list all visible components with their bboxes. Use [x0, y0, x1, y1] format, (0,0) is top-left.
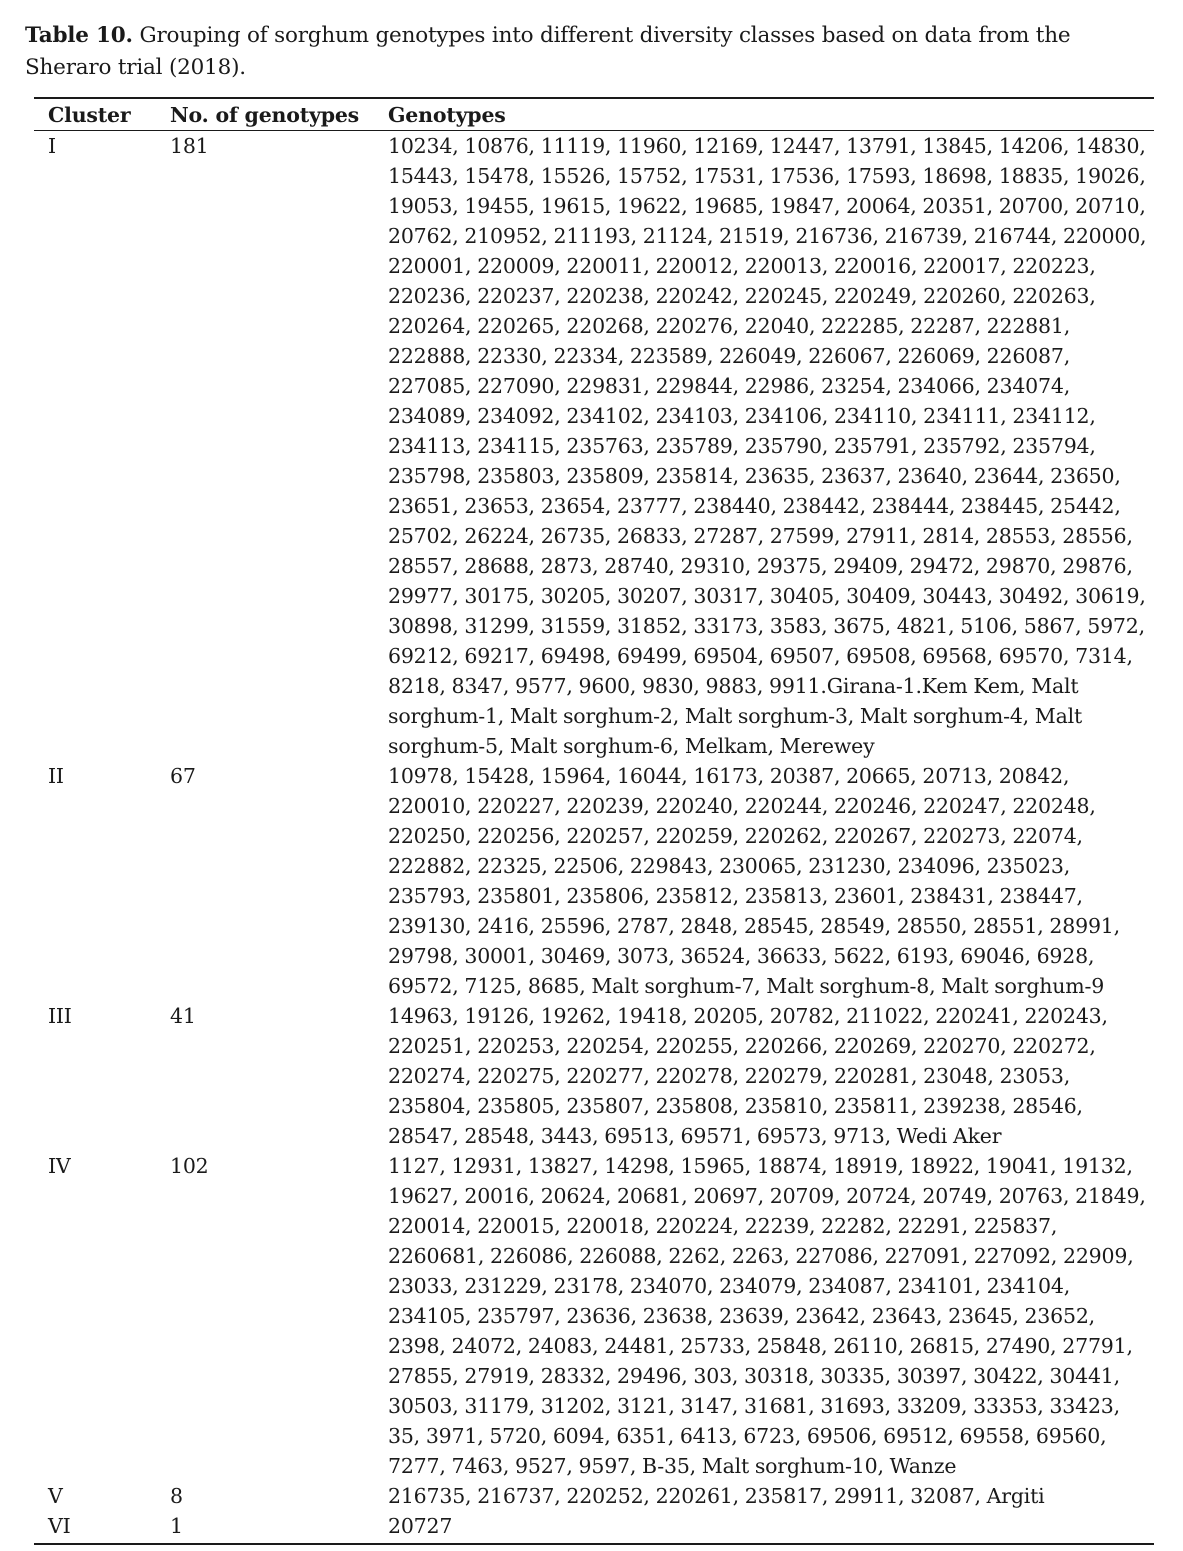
cell-count: 67 [170, 764, 196, 788]
table-caption [25, 20, 1150, 84]
cell-cluster: V [48, 1484, 63, 1508]
table-row [34, 1001, 1154, 1151]
cell-count: 41 [170, 1004, 196, 1028]
table-caption-text: Grouping of sorghum genotypes into different diversity classes based on data from the Sheraro trial (2018). [25, 23, 1071, 80]
cell-genotypes: 10234, 10876, 11119, 11960, 12169, 12447, 13791, 13845, 14206, 14830, 15443, 15478, 15526, 15752, 17531, 17536, 17593, 18698, 18835, 19026, 19053, 19455, 19615, 19622, 19685, 19847, 20064, 20351, 20700, 20710, 20762, 210952, 211193, 21124, 21519, 216736, 216739, 216744, 220000, 220001, 220009, 220011, 220012, 220013, 220016, 220017, 220223, 220236, 220237, 220238, 220242, 220245, 220249, 220260, 220263, 220264, 220265, 220268, 220276, 22040, 222285, 22287, 222881, 222888, 22330, 22334, 223589, 226049, 226067, 226069, 226087, 227085, 227090, 229831, 229844, 22986, 23254, 234066, 234074, 234089, 234092, 234102, 234103, 234106, 234110, 234111, 234112, 234113, 234115, 235763, 235789, 235790, 235791, 235792, 235794, 235798, 235803, 235809, 235814, 23635, 23637, 23640, 23644, 23650, 23651, 23653, 23654, 23777, 238440, 238442, 238444, 238445, 25442, 25702, 26224, 26735, 26833, 27287, 27599, 27911, 2814, 28553, 28556, 28557, 28688, 2873, 28740, 29310, 29375, 29409, 29472, 29870, 29876, 29977, 30175, 30205, 30207, 30317, 30405, 30409, 30443, 30492, 30619, 30898, 31299, 31559, 31852, 33173, 3583, 3675, 4821, 5106, 5867, 5972, 69212, 69217, 69498, 69499, 69504, 69507, 69508, 69568, 69570, 7314, 8218, 8347, 9577, 9600, 9830, 9883, 9911.Girana-1.Kem Kem, Malt sorghum-1, Malt sorghum-2, Malt sorghum-3, Malt sorghum-4, Malt sorghum-5, Malt sorghum-6, Melkam, Merewey [388, 134, 1147, 758]
header-no-of-genotypes: No. of genotypes [170, 98, 388, 131]
cell-cluster: II [48, 764, 64, 788]
table-row [34, 131, 1154, 762]
cell-genotypes: 216735, 216737, 220252, 220261, 235817, 29911, 32087, Argiti [388, 1484, 1045, 1508]
cell-cluster: VI [34, 1511, 170, 1544]
header-genotypes: Genotypes [388, 98, 1154, 131]
cell-count: 8 [170, 1484, 183, 1508]
cell-genotypes: 20727 [388, 1511, 1154, 1544]
header-row [34, 98, 1154, 131]
table-row [34, 1151, 1154, 1481]
table-row [34, 1511, 1154, 1544]
cell-cluster: IV [48, 1154, 71, 1178]
cell-genotypes: 10978, 15428, 15964, 16044, 16173, 20387, 20665, 20713, 20842, 220010, 220227, 220239, 220240, 220244, 220246, 220247, 220248, 220250, 220256, 220257, 220259, 220262, 220267, 220273, 22074, 222882, 22325, 22506, 229843, 230065, 231230, 234096, 235023, 235793, 235801, 235806, 235812, 235813, 23601, 238431, 238447, 239130, 2416, 25596, 2787, 2848, 28545, 28549, 28550, 28551, 28991, 29798, 30001, 30469, 3073, 36524, 36633, 5622, 6193, 69046, 6928, 69572, 7125, 8685, Malt sorghum-7, Malt sorghum-8, Malt sorghum-9 [388, 764, 1120, 998]
cell-count: 1 [170, 1511, 388, 1544]
cell-cluster: III [48, 1004, 72, 1028]
table-row [34, 1481, 1154, 1511]
diversity-cluster-table [34, 97, 1154, 1545]
cell-genotypes: 14963, 19126, 19262, 19418, 20205, 20782, 211022, 220241, 220243, 220251, 220253, 220254, 220255, 220266, 220269, 220270, 220272, 220274, 220275, 220277, 220278, 220279, 220281, 23048, 23053, 235804, 235805, 235807, 235808, 235810, 235811, 239238, 28546, 28547, 28548, 3443, 69513, 69571, 69573, 9713, Wedi Aker [388, 1004, 1108, 1148]
table-caption-label: Table 10. [25, 23, 133, 48]
cell-count: 181 [170, 134, 209, 158]
cell-genotypes: 1127, 12931, 13827, 14298, 15965, 18874, 18919, 18922, 19041, 19132, 19627, 20016, 20624, 20681, 20697, 20709, 20724, 20749, 20763, 21849, 220014, 220015, 220018, 220224, 22239, 22282, 22291, 225837, 2260681, 226086, 226088, 2262, 2263, 227086, 227091, 227092, 22909, 23033, 231229, 23178, 234070, 234079, 234087, 234101, 234104, 234105, 235797, 23636, 23638, 23639, 23642, 23643, 23645, 23652, 2398, 24072, 24083, 24481, 25733, 25848, 26110, 26815, 27490, 27791, 27855, 27919, 28332, 29496, 303, 30318, 30335, 30397, 30422, 30441, 30503, 31179, 31202, 3121, 3147, 31681, 31693, 33209, 33353, 33423, 35, 3971, 5720, 6094, 6351, 6413, 6723, 69506, 69512, 69558, 69560, 7277, 7463, 9527, 9597, B-35, Malt sorghum-10, Wanze [388, 1154, 1146, 1478]
table-row [34, 761, 1154, 1001]
cell-count: 102 [170, 1154, 209, 1178]
table-body [34, 131, 1154, 1545]
table-header [34, 98, 1154, 131]
header-cluster: Cluster [34, 98, 170, 131]
cell-cluster: I [48, 134, 56, 158]
